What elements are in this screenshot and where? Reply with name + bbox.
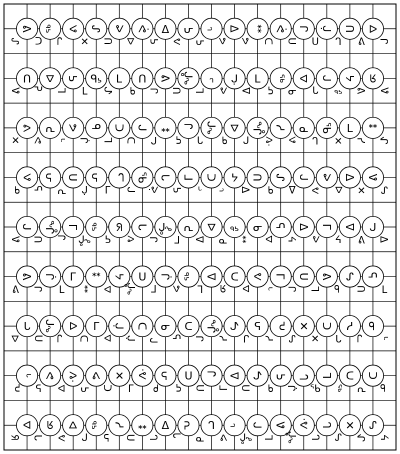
cell-glyph: ᕆ	[11, 383, 23, 393]
cell-glyph: ᓇ	[218, 235, 228, 247]
cell-glyph: ᒋ	[296, 25, 310, 33]
cell-glyph: ᑌ	[103, 37, 115, 45]
cell-glyph: ᑎ	[31, 235, 43, 244]
cell-glyph: ᑐ	[112, 123, 126, 132]
cell-glyph: ᒡ	[209, 71, 214, 85]
cell-glyph: ᓂ	[91, 120, 101, 134]
cell-glyph: ᐁ	[228, 25, 242, 33]
cell-glyph: ᖎ	[43, 220, 57, 234]
cell-glyph: ᑌ	[311, 37, 319, 49]
cell-glyph: ᒐ	[31, 434, 43, 441]
cell-glyph: ᕕ	[12, 284, 19, 296]
cell-glyph: ᔭ	[288, 236, 300, 243]
cell-glyph: ᖆ	[369, 71, 377, 85]
cell-glyph: ᒋ	[242, 133, 250, 145]
cell-glyph: ᓯ	[354, 137, 366, 144]
cell-glyph: ᒣ	[254, 71, 262, 85]
cell-glyph: ᒐ	[320, 421, 334, 429]
cell-glyph: ᒌ	[77, 137, 89, 144]
cell-glyph: ᓂ	[126, 86, 138, 95]
cell-glyph: ᒡ	[219, 187, 231, 193]
cell-glyph: ᑌ	[184, 369, 193, 383]
cell-glyph: ᒪ	[58, 284, 65, 296]
cell-glyph: ᐃ	[228, 371, 242, 380]
cell-glyph: ᖅ	[90, 420, 104, 430]
cell-glyph: ᖅ	[182, 272, 196, 282]
cell-glyph: ᔭ	[342, 74, 356, 82]
cell-glyph: ᐃ	[161, 22, 170, 36]
cell-glyph: ᕯ	[91, 270, 101, 284]
cell-glyph: ✕	[357, 185, 366, 197]
cell-glyph: ᕂ	[34, 182, 44, 194]
cell-glyph: ᔑ	[288, 334, 296, 346]
cell-glyph: ᑎ	[354, 285, 366, 293]
cell-glyph: ᕙ	[43, 371, 57, 380]
cell-glyph: ᒣ	[262, 434, 274, 441]
cell-glyph: ᑌ	[239, 384, 251, 392]
cell-glyph: ᕂ	[367, 269, 378, 283]
cell-glyph: ᒧ	[173, 235, 180, 247]
cell-glyph: ᒌ	[231, 71, 239, 85]
cell-glyph: ᕙ	[58, 433, 66, 445]
cell-glyph: ᖎ	[204, 319, 218, 334]
cell-glyph: ᕋ	[67, 75, 81, 82]
cell-glyph: ᒋ	[320, 74, 334, 82]
cell-glyph: ᐅ	[68, 320, 78, 334]
cell-glyph: ᒍ	[20, 223, 34, 231]
cell-glyph: ᕗ	[219, 433, 231, 442]
cell-glyph: ᑐ	[184, 319, 193, 333]
cell-glyph: ✕	[112, 371, 126, 381]
cell-glyph: ✕	[342, 420, 356, 430]
cell-glyph: ᒍ	[369, 221, 377, 234]
cell-glyph: ᒌ	[43, 273, 57, 281]
cell-glyph: ᐃ	[377, 235, 389, 243]
cell-glyph: ᖃ	[135, 171, 149, 184]
cell-glyph: ᕕ	[357, 235, 365, 247]
cell-glyph: ᐅ	[123, 37, 135, 46]
cell-glyph: ᖎ	[288, 431, 300, 444]
cell-glyph: ᕕ	[357, 37, 365, 49]
cell-glyph: ᕕ	[11, 87, 23, 95]
cell-glyph: ᕙ	[311, 235, 323, 244]
cell-glyph: ᒡ	[228, 422, 242, 428]
cell-glyph: ᕚ	[138, 369, 147, 383]
cell-glyph: ᐅ	[103, 331, 112, 343]
cell-glyph: ᐃ	[205, 272, 219, 281]
cell-glyph: ᕕ	[380, 87, 392, 95]
cell-glyph: ᕯ	[368, 121, 378, 135]
cell-glyph: ᔭ	[231, 171, 239, 185]
cell-glyph: ᒡ	[20, 373, 34, 379]
cell-glyph: ᒧ	[104, 182, 111, 194]
cell-glyph: ᔑ	[90, 24, 104, 33]
cell-glyph: ᑎ	[34, 334, 46, 343]
cell-glyph: ᒉ	[136, 223, 150, 231]
cell-glyph: ᐃ	[239, 186, 251, 194]
cell-glyph: ᐅ	[227, 123, 241, 133]
cell-glyph: ᒍ	[149, 87, 161, 94]
cell-glyph: ᕚ	[149, 186, 161, 194]
cell-glyph: ᔑ	[334, 430, 342, 442]
cell-glyph: ᕙ	[173, 37, 181, 49]
cell-glyph: ᕙ	[113, 24, 127, 33]
cell-glyph: ᓂ	[377, 383, 389, 393]
cell-glyph: ᓂ	[265, 185, 277, 195]
cell-glyph: ᒋ	[126, 186, 138, 193]
cell-glyph: ᔑ	[380, 185, 389, 197]
cell-glyph: ᕯ	[242, 235, 254, 244]
cell-glyph: ᒋ	[242, 334, 250, 346]
cell-glyph: ᒋ	[251, 421, 265, 429]
cell-glyph: ᔭ	[112, 273, 126, 281]
cell-glyph: ᓂ	[365, 321, 379, 331]
cell-glyph: ᑕ	[205, 173, 219, 182]
cell-glyph: ᕚ	[265, 133, 273, 145]
cell-glyph: ᖅ	[331, 383, 343, 393]
cell-glyph: ᒡ	[205, 26, 219, 32]
cell-glyph: ᐅ	[67, 420, 81, 430]
cell-glyph: ᔑ	[274, 173, 288, 182]
cell-glyph: ᒣ	[115, 71, 123, 85]
cell-glyph: ᑐ	[365, 371, 379, 380]
cell-glyph: ᓚ	[54, 334, 66, 343]
cell-glyph: ᕂ	[265, 86, 277, 96]
cell-glyph: ᕋ	[104, 232, 111, 244]
cell-glyph: ᓂ	[11, 185, 23, 195]
cell-glyph: ᓇ	[195, 433, 205, 445]
cell-glyph: ᓯ	[274, 124, 288, 132]
cell-glyph: ᓗ	[299, 369, 309, 383]
cell-glyph: ᐊ	[334, 185, 346, 194]
cell-glyph: ᓯ	[265, 335, 277, 342]
cell-glyph: ᒪ	[81, 86, 88, 98]
cell-glyph: ᕗ	[288, 133, 296, 145]
cell-glyph: ᒪ	[381, 284, 388, 296]
cell-glyph: ᕗ	[239, 37, 251, 45]
cell-glyph: ✕	[334, 136, 343, 148]
cell-glyph: ᓯ	[346, 319, 354, 333]
cell-glyph: ᐃ	[296, 223, 310, 231]
cell-glyph: ᑎ	[288, 37, 300, 45]
cell-glyph: ᕙ	[31, 136, 43, 144]
cell-glyph: ᑎ	[23, 72, 32, 86]
cell-glyph: ᕆ	[183, 221, 194, 234]
cell-glyph: ᕆ	[34, 83, 44, 95]
cell-glyph: ᕂ	[275, 369, 286, 383]
cell-glyph: ᖎ	[239, 430, 253, 442]
cell-glyph: ᖃ	[310, 384, 321, 396]
cell-glyph: ᕂ	[89, 172, 103, 183]
cell-glyph: ᕂ	[158, 370, 172, 381]
cell-glyph: ᒌ	[158, 273, 172, 281]
cell-glyph: ᕚ	[273, 24, 287, 33]
cell-glyph: ᑌ	[66, 173, 80, 182]
cell-glyph: ᓂ	[252, 221, 263, 234]
cell-glyph: ᒐ	[208, 418, 215, 432]
cell-glyph: ᒐ	[335, 334, 342, 346]
cell-glyph: ᒪ	[103, 137, 115, 144]
cell-glyph: ᖋ	[103, 86, 115, 95]
cell-glyph: ᔭ	[380, 434, 392, 441]
cell-glyph: ᒉ	[312, 83, 319, 95]
cell-glyph: ᕙ	[320, 173, 334, 182]
cell-glyph: ᒋ	[81, 430, 88, 442]
cell-glyph: ᒉ	[312, 136, 319, 148]
cell-glyph: ᐅ	[265, 232, 274, 244]
cell-glyph: ᐅ	[43, 74, 57, 83]
cell-glyph: ᕗ	[216, 37, 228, 45]
cell-glyph: ᖆ	[220, 281, 227, 293]
cell-glyph: ᖎ	[250, 120, 264, 135]
cell-glyph: ᕋ	[149, 38, 161, 45]
cell-glyph: ᕗ	[69, 21, 78, 35]
cell-glyph: ᑐ	[136, 322, 150, 331]
cell-glyph: ᕯ	[137, 418, 147, 432]
cell-glyph: ᖋ	[354, 433, 366, 442]
cell-glyph: ᒌ	[126, 335, 138, 342]
cell-glyph: ᓚ	[149, 334, 159, 346]
cell-glyph: ᕚ	[69, 368, 78, 382]
cell-glyph: ᒍ	[288, 285, 300, 293]
cell-glyph: ᕗ	[23, 121, 32, 135]
cell-glyph: ᑐ	[319, 322, 333, 331]
cell-glyph: ᑕ	[77, 334, 89, 343]
cell-glyph: ᒣ	[308, 285, 320, 292]
cell-glyph: ᔑ	[8, 37, 20, 45]
cell-glyph: ᐊ	[103, 284, 112, 296]
cell-glyph: ᓗ	[172, 430, 182, 442]
cell-glyph: ᒌ	[285, 384, 297, 392]
cell-glyph: ᕂ	[43, 172, 57, 183]
cell-glyph: ᒥ	[219, 385, 231, 391]
cell-glyph: ᓂ	[219, 136, 231, 145]
cell-glyph: ᒍ	[150, 136, 158, 148]
cell-glyph: ᒌ	[81, 182, 88, 194]
cell-glyph: ᖋ	[253, 368, 263, 382]
cell-glyph: ᕆ	[45, 121, 56, 135]
cell-glyph: ᒉ	[196, 133, 204, 145]
cell-glyph: ᒧ	[320, 223, 334, 231]
cell-glyph: ᖎ	[158, 220, 173, 233]
cell-glyph: ᒧ	[181, 174, 195, 181]
cell-glyph: ᐃ	[288, 182, 296, 194]
cell-glyph: ᐅ	[204, 222, 218, 232]
cell-glyph: ᒡ	[377, 336, 389, 341]
cell-glyph: ᒉ	[335, 37, 342, 49]
cell-glyph: ᕯ	[250, 24, 264, 34]
cell-glyph: ᕗ	[169, 285, 181, 293]
cell-glyph: ᒐ	[311, 434, 323, 441]
cell-glyph: ᑕ	[345, 369, 354, 383]
cell-glyph: ᐊ	[22, 419, 32, 433]
cell-glyph: ᓚ	[57, 232, 66, 244]
cell-glyph: ᕗ	[23, 170, 32, 184]
cell-glyph: ᑎ	[250, 173, 264, 182]
cell-glyph: ᑐ	[100, 384, 112, 392]
cell-glyph: ᒋ	[193, 335, 204, 342]
cell-glyph: ᑎ	[297, 272, 311, 281]
cell-glyph: ᒥ	[66, 223, 80, 231]
cell-glyph: ᕕ	[20, 272, 34, 281]
cell-glyph: ᖆ	[8, 434, 20, 441]
cell-glyph: ᓚ	[54, 36, 66, 46]
cell-glyph: ᐊ	[57, 384, 66, 396]
cell-glyph: ᕙ	[219, 87, 231, 95]
cell-glyph: ᓚ	[206, 368, 217, 382]
cell-glyph: ᕆ	[274, 321, 288, 332]
cell-glyph: ᔑ	[345, 270, 354, 284]
cell-glyph: ᓗ	[113, 172, 127, 183]
cell-glyph: ᐅ	[8, 334, 20, 343]
cell-glyph: ✕	[80, 37, 89, 49]
cell-glyph: ᕙ	[311, 185, 319, 197]
cell-glyph: ᓂ	[331, 284, 343, 294]
cell-glyph: ᕕ	[11, 235, 23, 243]
cell-glyph: ᒡ	[54, 138, 66, 143]
cell-glyph: ᒧ	[69, 269, 77, 283]
cell-glyph: ᖏ	[44, 319, 58, 334]
cell-glyph: ᑎ	[342, 24, 356, 33]
cell-glyph: ᕂ	[100, 433, 112, 443]
cell-glyph: ᒧ	[274, 273, 288, 280]
cell-glyph: ᖏ	[205, 120, 219, 135]
cell-glyph: ᓯ	[113, 421, 127, 429]
cell-glyph: ✕	[297, 321, 311, 331]
cell-glyph: ᕙ	[253, 270, 262, 284]
cell-glyph: ᐃ	[342, 173, 356, 182]
cell-glyph: ᔑ	[369, 419, 377, 433]
cell-glyph: ᒣ	[193, 87, 204, 94]
cell-glyph: ᓚ	[354, 334, 366, 343]
cell-glyph: ᑕ	[262, 37, 274, 45]
cell-glyph: ᒋ	[146, 236, 158, 243]
cell-glyph: ᖅ	[44, 24, 58, 34]
cell-glyph: ᑌ	[123, 433, 135, 442]
cell-glyph: ᓂ	[160, 320, 171, 334]
cell-glyph: ᕋ	[172, 186, 184, 193]
cell-glyph: ᕕ	[354, 87, 366, 95]
cell-glyph: ᕂ	[195, 37, 205, 49]
cell-glyph: ᒣ	[319, 372, 333, 380]
cell-glyph: ᖃ	[319, 122, 333, 134]
cell-glyph: ᖎ	[182, 71, 196, 86]
cell-glyph: ᕯ	[77, 284, 89, 294]
cell-glyph: ᕆ	[181, 420, 195, 431]
cell-glyph: ᕕ	[319, 272, 333, 281]
cell-glyph: ᐃ	[161, 419, 170, 433]
cell-glyph: ᒋ	[297, 173, 311, 181]
cell-glyph: ᑕ	[230, 270, 239, 284]
cell-glyph: ᖎ	[126, 282, 138, 296]
cell-glyph: ᕂ	[172, 383, 184, 393]
cell-glyph: ᒪ	[346, 121, 353, 135]
cell-glyph: ᕯ	[160, 120, 170, 134]
cell-glyph: ᒉ	[146, 434, 158, 441]
cell-glyph: ᐁ	[193, 235, 204, 243]
cell-glyph: ᒥ	[151, 281, 157, 293]
cell-glyph: ᓯ	[219, 335, 231, 342]
cell-glyph: ᖆ	[116, 221, 123, 234]
cell-glyph: ᕗ	[66, 123, 80, 132]
cell-glyph: ᑕ	[34, 34, 43, 46]
cell-glyph: ᖅ	[230, 220, 240, 233]
cell-glyph: ᒐ	[23, 320, 31, 334]
cell-glyph: ᖋ	[377, 136, 389, 145]
cell-glyph: ᓇ	[149, 383, 161, 393]
cell-glyph: ᖅ	[90, 222, 104, 232]
cell-glyph: ᒋ	[377, 38, 389, 45]
cell-glyph: ᑎ	[196, 384, 207, 392]
cell-glyph: ᑌ	[138, 270, 147, 284]
cell-glyph: ᒌ	[113, 322, 127, 330]
cell-glyph: ᒋ	[31, 285, 43, 293]
cell-glyph: ᓂ	[265, 383, 277, 393]
cell-glyph: ᐃ	[242, 87, 254, 95]
cell-glyph: ᒡ	[197, 185, 203, 197]
cell-glyph: ᖆ	[46, 418, 54, 432]
cell-glyph: ᐃ	[343, 223, 357, 231]
cell-glyph: ᐅ	[242, 281, 250, 293]
cell-glyph: ᕂ	[172, 331, 182, 343]
cell-glyph: ᑌ	[138, 71, 147, 85]
cell-glyph: ᒥ	[128, 384, 134, 396]
cell-glyph: ᕂ	[275, 220, 286, 233]
cell-glyph: ᓚ	[183, 120, 194, 134]
cell-glyph: ᒥ	[93, 320, 100, 334]
cell-glyph: ᖎ	[78, 232, 92, 244]
cell-glyph: ᒡ	[262, 286, 274, 292]
cell-glyph: ᕆ	[356, 384, 366, 396]
cell-glyph: ᕕ	[158, 74, 172, 83]
cell-glyph: ᕋ	[35, 384, 42, 396]
cell-glyph: ᒪ	[57, 87, 69, 94]
cell-glyph: ᖅ	[334, 83, 343, 95]
cell-glyph: ᕂ	[183, 22, 194, 36]
cell-glyph: ᒍ	[135, 124, 149, 132]
cell-glyph: ᖃ	[90, 71, 102, 85]
cell-glyph: ᖅ	[273, 73, 287, 83]
cell-glyph: ᖋ	[230, 319, 240, 333]
cell-glyph: ᕋ	[254, 320, 261, 334]
cell-glyph: ᕙ	[127, 232, 135, 244]
cell-glyph: ᑐ	[126, 136, 138, 144]
cell-glyph: ᕚ	[299, 419, 308, 433]
cell-glyph: ᒐ	[158, 173, 172, 181]
cell-glyph: ᕗ	[90, 371, 104, 380]
cell-glyph: ᕕ	[366, 173, 380, 182]
cell-glyph: ᕂ	[172, 135, 184, 145]
cell-glyph: ✕	[11, 133, 20, 145]
cell-glyph: ᓇ	[299, 121, 309, 135]
cell-glyph: ᔭ	[335, 232, 342, 244]
cell-glyph: ᐅ	[368, 22, 378, 36]
cell-glyph: ᒌ	[320, 25, 334, 33]
cell-glyph: ᕚ	[135, 24, 149, 33]
cell-glyph: ᕕ	[274, 421, 288, 429]
cell-glyph: ᕆ	[57, 185, 67, 197]
cell-glyph: ᓂ	[287, 86, 297, 98]
cell-glyph: ᕂ	[80, 384, 90, 396]
cell-glyph: ᑎ	[169, 87, 181, 95]
cell-glyph: ✕	[308, 334, 320, 343]
cell-glyph: ᒣ	[196, 284, 204, 296]
cell-glyph: ᐅ	[299, 71, 308, 85]
cell-glyph: ᕕ	[20, 25, 34, 33]
